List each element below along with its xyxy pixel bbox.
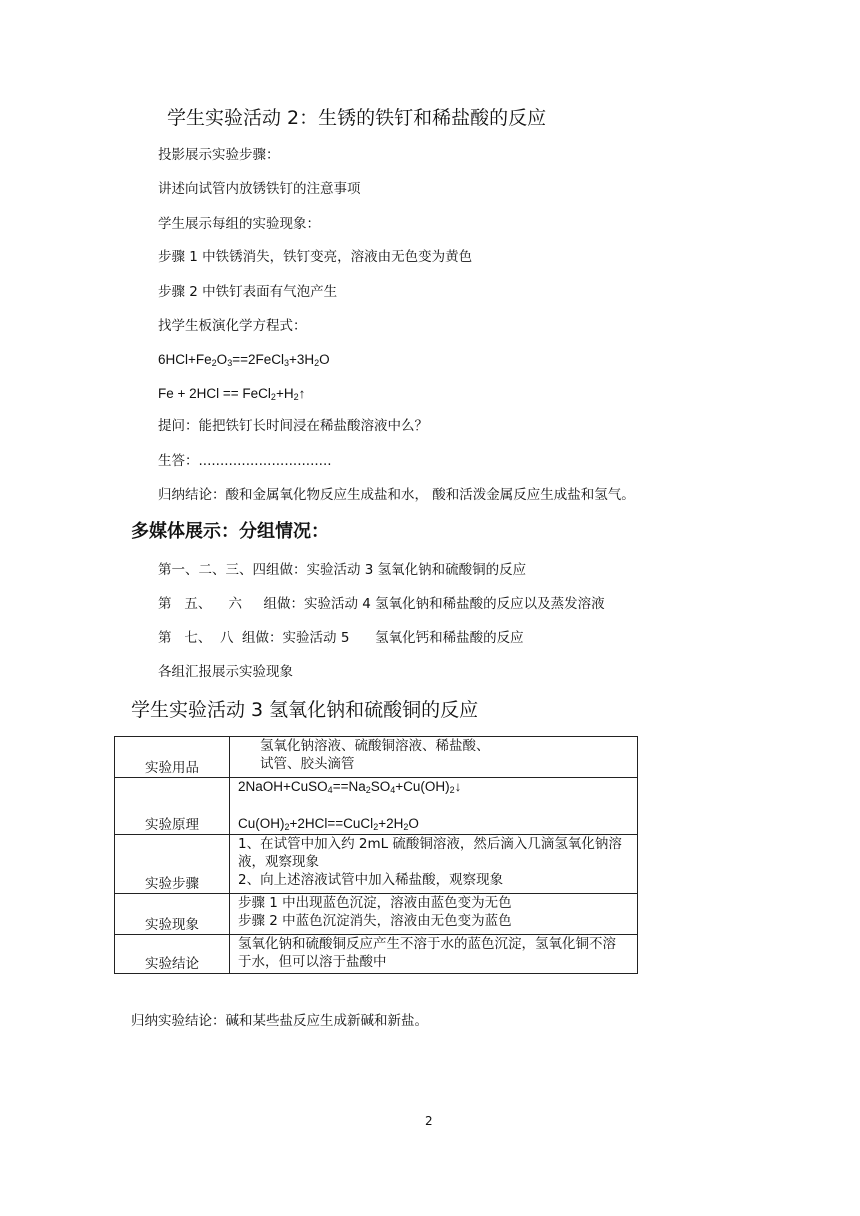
equation-fe2o3-hcl: $6HCl+Fe_2O_3==2FeCl_3+3H_2O$ [158,352,330,368]
group-line: 第 五、 六 组做：实验活动 4 氢氧化钠和稀盐酸的反应以及蒸发溶液 [158,596,605,612]
cell-principle [230,778,638,835]
cell-phenomena: 步骤 1 中出现蓝色沉淀，溶液由蓝色变为无色 步骤 2 中蓝色沉淀消失，溶液由无色变为蓝色 [230,894,638,935]
answer-text: 生答：............................... [158,453,332,469]
label-steps: 实验步骤 [115,835,230,894]
label-phenomena: 实验现象 [115,894,230,935]
text-line: 步骤 1 中铁锈消失，铁钉变亮，溶液由无色变为黄色 [158,249,473,265]
text-line: 找学生板演化学方程式： [158,318,307,334]
section-title-activity-2: 学生实验活动 2：生锈的铁钉和稀盐酸的反应 [167,107,547,129]
group-line: 第一、二、三、四组做：实验活动 3 氢氧化钠和硫酸铜的反应 [158,562,527,578]
label-conclusion: 实验结论 [115,935,230,974]
equation-fe-hcl: $Fe + 2HCl == FeCl_2+H_2↑$ [158,386,306,402]
cell-conclusion: 氢氧化钠和硫酸铜反应产生不溶于水的蓝色沉淀，氢氧化铜不溶于水，但可以溶于盐酸中 [230,935,638,974]
text-line: 投影展示实验步骤： [158,147,280,163]
label-supplies: 实验用品 [115,737,230,778]
summary-text: 归纳实验结论：碱和某些盐反应生成新碱和新盐。 [131,1013,428,1029]
section-title-activity-3: 学生实验活动 3 氢氧化钠和硫酸铜的反应 [131,699,479,721]
experiment-table [114,736,638,974]
text-line: 步骤 2 中铁钉表面有气泡产生 [158,284,338,300]
group-line: 各组汇报展示实验现象 [158,664,293,680]
cell-supplies: 氢氧化钠溶液、硫酸铜溶液、稀盐酸、 试管、胶头滴管 [230,737,638,778]
page-number: 2 [425,1114,433,1128]
text-line: 讲述向试管内放锈铁钉的注意事项 [158,181,361,197]
group-line: 第 七、 八 组做：实验活动 5 氢氧化钙和稀盐酸的反应 [158,630,524,646]
text-line: 学生展示每组的实验现象： [158,216,320,232]
question-text: 提问：能把铁钉长时间浸在稀盐酸溶液中么？ [158,418,428,434]
conclusion-text: 归纳结论：酸和金属氧化物反应生成盐和水， 酸和活泼金属反应生成盐和氢气。 [158,487,635,503]
label-principle: 实验原理 [115,778,230,835]
section-title-multimedia: 多媒体展示：分组情况： [131,521,329,542]
equation-naoh-cuso4: $2NaOH+CuSO_4==Na_2SO_4+Cu(OH)_2↓$ [238,779,462,795]
cell-steps: 1、在试管中加入约 2mL 硫酸铜溶液，然后滴入几滴氢氧化钠溶液，观察现象 2、向上述溶液试管中加入稀盐酸，观察现象 [230,835,638,894]
equation-cuoh2-hcl: $Cu(OH)_2+2HCl==CuCl_2+2H_2O$ [238,816,419,832]
